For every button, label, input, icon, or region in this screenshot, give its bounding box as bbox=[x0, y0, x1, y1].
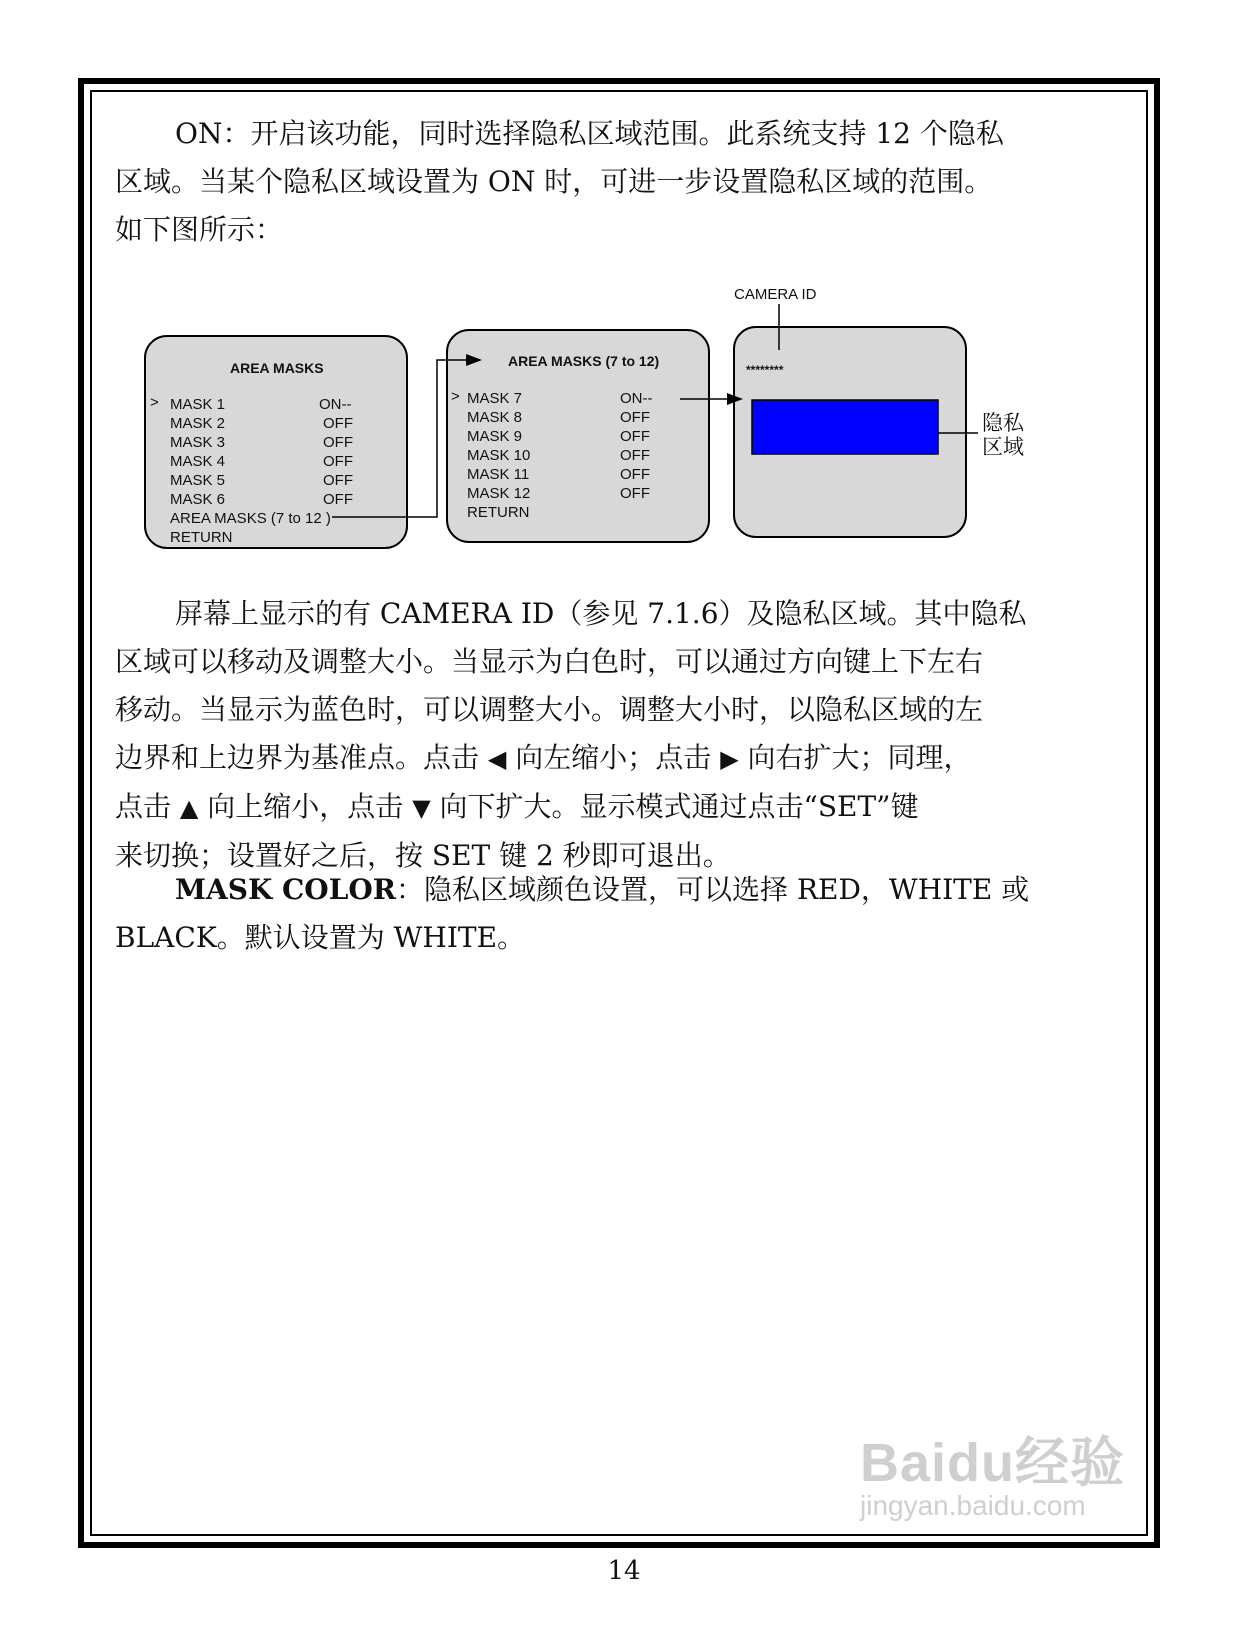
menu1-row-5-value: OFF bbox=[323, 472, 353, 489]
body-line-5-part-b: 向上缩小，点击 bbox=[198, 790, 413, 823]
menu2-cursor: > bbox=[451, 388, 460, 405]
privacy-mask-label-line-2: 区域 bbox=[982, 435, 1024, 459]
menu1-title: AREA MASKS bbox=[230, 360, 324, 376]
area-masks-diagram bbox=[140, 286, 1120, 580]
body-line-2: 区域可以移动及调整大小。当显示为白色时，可以通过方向键上下左右 bbox=[115, 645, 984, 678]
menu2-row-5-value: OFF bbox=[620, 466, 650, 483]
menu2-row-6-value: OFF bbox=[620, 485, 650, 502]
body-line-6: 来切换；设置好之后，按 SET 键 2 秒即可退出。 bbox=[115, 839, 731, 872]
menu2-title: AREA MASKS (7 to 12) bbox=[508, 353, 660, 369]
intro-paragraph bbox=[115, 110, 1105, 254]
page-number: 14 bbox=[607, 1556, 641, 1586]
menu1-row-6-value: OFF bbox=[323, 491, 353, 508]
up-arrow-icon: ▲ bbox=[179, 794, 199, 822]
body-line-5-part-c: 向下扩大。显示模式通过点击“SET”键 bbox=[430, 790, 919, 823]
right-arrow-icon: ▶ bbox=[720, 745, 739, 773]
watermark-brand: Baidu经验 bbox=[860, 1433, 1126, 1493]
body-line-4-part-b: 向左缩小；点击 bbox=[506, 741, 721, 774]
menu1-row-2-value: OFF bbox=[323, 415, 353, 432]
body-line-5-part-a: 点击 bbox=[115, 790, 180, 823]
left-arrow-icon: ◀ bbox=[487, 745, 507, 773]
intro-line-1: ON：开启该功能，同时选择隐私区域范围。此系统支持 12 个隐私 bbox=[175, 117, 1004, 150]
body-paragraph-2 bbox=[115, 866, 1105, 962]
menu2-row-6-name: MASK 12 bbox=[467, 485, 531, 502]
camera-id-label: CAMERA ID bbox=[734, 286, 817, 303]
privacy-mask-label-line-1: 隐私 bbox=[982, 411, 1024, 435]
menu1-row-1-value: ON-- bbox=[319, 396, 352, 413]
menu1-row-1-name: MASK 1 bbox=[170, 396, 226, 413]
camera-id-value: ******** bbox=[746, 363, 784, 377]
body-line-4 bbox=[115, 734, 1105, 783]
body-line-4-part-c: 向右扩大；同理， bbox=[738, 741, 972, 774]
menu2-row-1-name: MASK 7 bbox=[467, 390, 523, 407]
baidu-watermark bbox=[860, 1400, 1140, 1530]
mask-color-line-2: BLACK。默认设置为 WHITE。 bbox=[115, 921, 526, 954]
body-paragraph-1 bbox=[115, 590, 1105, 880]
body-line-4-part-a: 边界和上边界为基准点。点击 bbox=[115, 741, 488, 774]
menu2-row-3-value: OFF bbox=[620, 428, 650, 445]
menu1-row-5-name: MASK 5 bbox=[170, 472, 226, 489]
menu2-row-2-name: MASK 8 bbox=[467, 409, 523, 426]
menu2-row-4-value: OFF bbox=[620, 447, 650, 464]
menu1-row-4-name: MASK 4 bbox=[170, 453, 226, 470]
menu2-row-3-name: MASK 9 bbox=[467, 428, 523, 445]
menu2-row-1-value: ON-- bbox=[620, 390, 653, 407]
menu1-row-6-name: MASK 6 bbox=[170, 491, 226, 508]
body-line-3: 移动。当显示为蓝色时，可以调整大小。调整大小时，以隐私区域的左 bbox=[115, 693, 984, 726]
intro-line-2: 区域。当某个隐私区域设置为 ON 时，可进一步设置隐私区域的范围。 bbox=[115, 165, 993, 198]
mask-color-line-1 bbox=[115, 866, 1105, 914]
intro-line-3: 如下图所示： bbox=[115, 213, 284, 246]
menu1-row-3-name: MASK 3 bbox=[170, 434, 226, 451]
menu1-row-4-value: OFF bbox=[323, 453, 353, 470]
down-arrow-icon: ▼ bbox=[412, 794, 431, 822]
menu2-row-5-name: MASK 11 bbox=[467, 466, 530, 483]
mask-color-term: MASK COLOR bbox=[175, 873, 397, 906]
body-line-5 bbox=[115, 783, 1105, 832]
menu1-row-3-value: OFF bbox=[323, 434, 353, 451]
menu1-return-item: RETURN bbox=[170, 529, 233, 546]
privacy-mask-region bbox=[752, 400, 938, 454]
mask-color-desc: ：隐私区域颜色设置，可以选择 RED，WHITE 或 bbox=[396, 873, 1030, 906]
menu1-submenu-item: AREA MASKS (7 to 12 ) bbox=[170, 510, 331, 527]
body-line-1: 屏幕上显示的有 CAMERA ID（参见 7.1.6）及隐私区域。其中隐私 bbox=[175, 597, 1027, 630]
menu1-row-2-name: MASK 2 bbox=[170, 415, 226, 432]
menu2-return-item: RETURN bbox=[467, 504, 530, 521]
menu1-cursor: > bbox=[150, 394, 159, 411]
menu2-row-4-name: MASK 10 bbox=[467, 447, 531, 464]
watermark-url: jingyan.baidu.com bbox=[860, 1490, 1086, 1521]
menu2-row-2-value: OFF bbox=[620, 409, 650, 426]
